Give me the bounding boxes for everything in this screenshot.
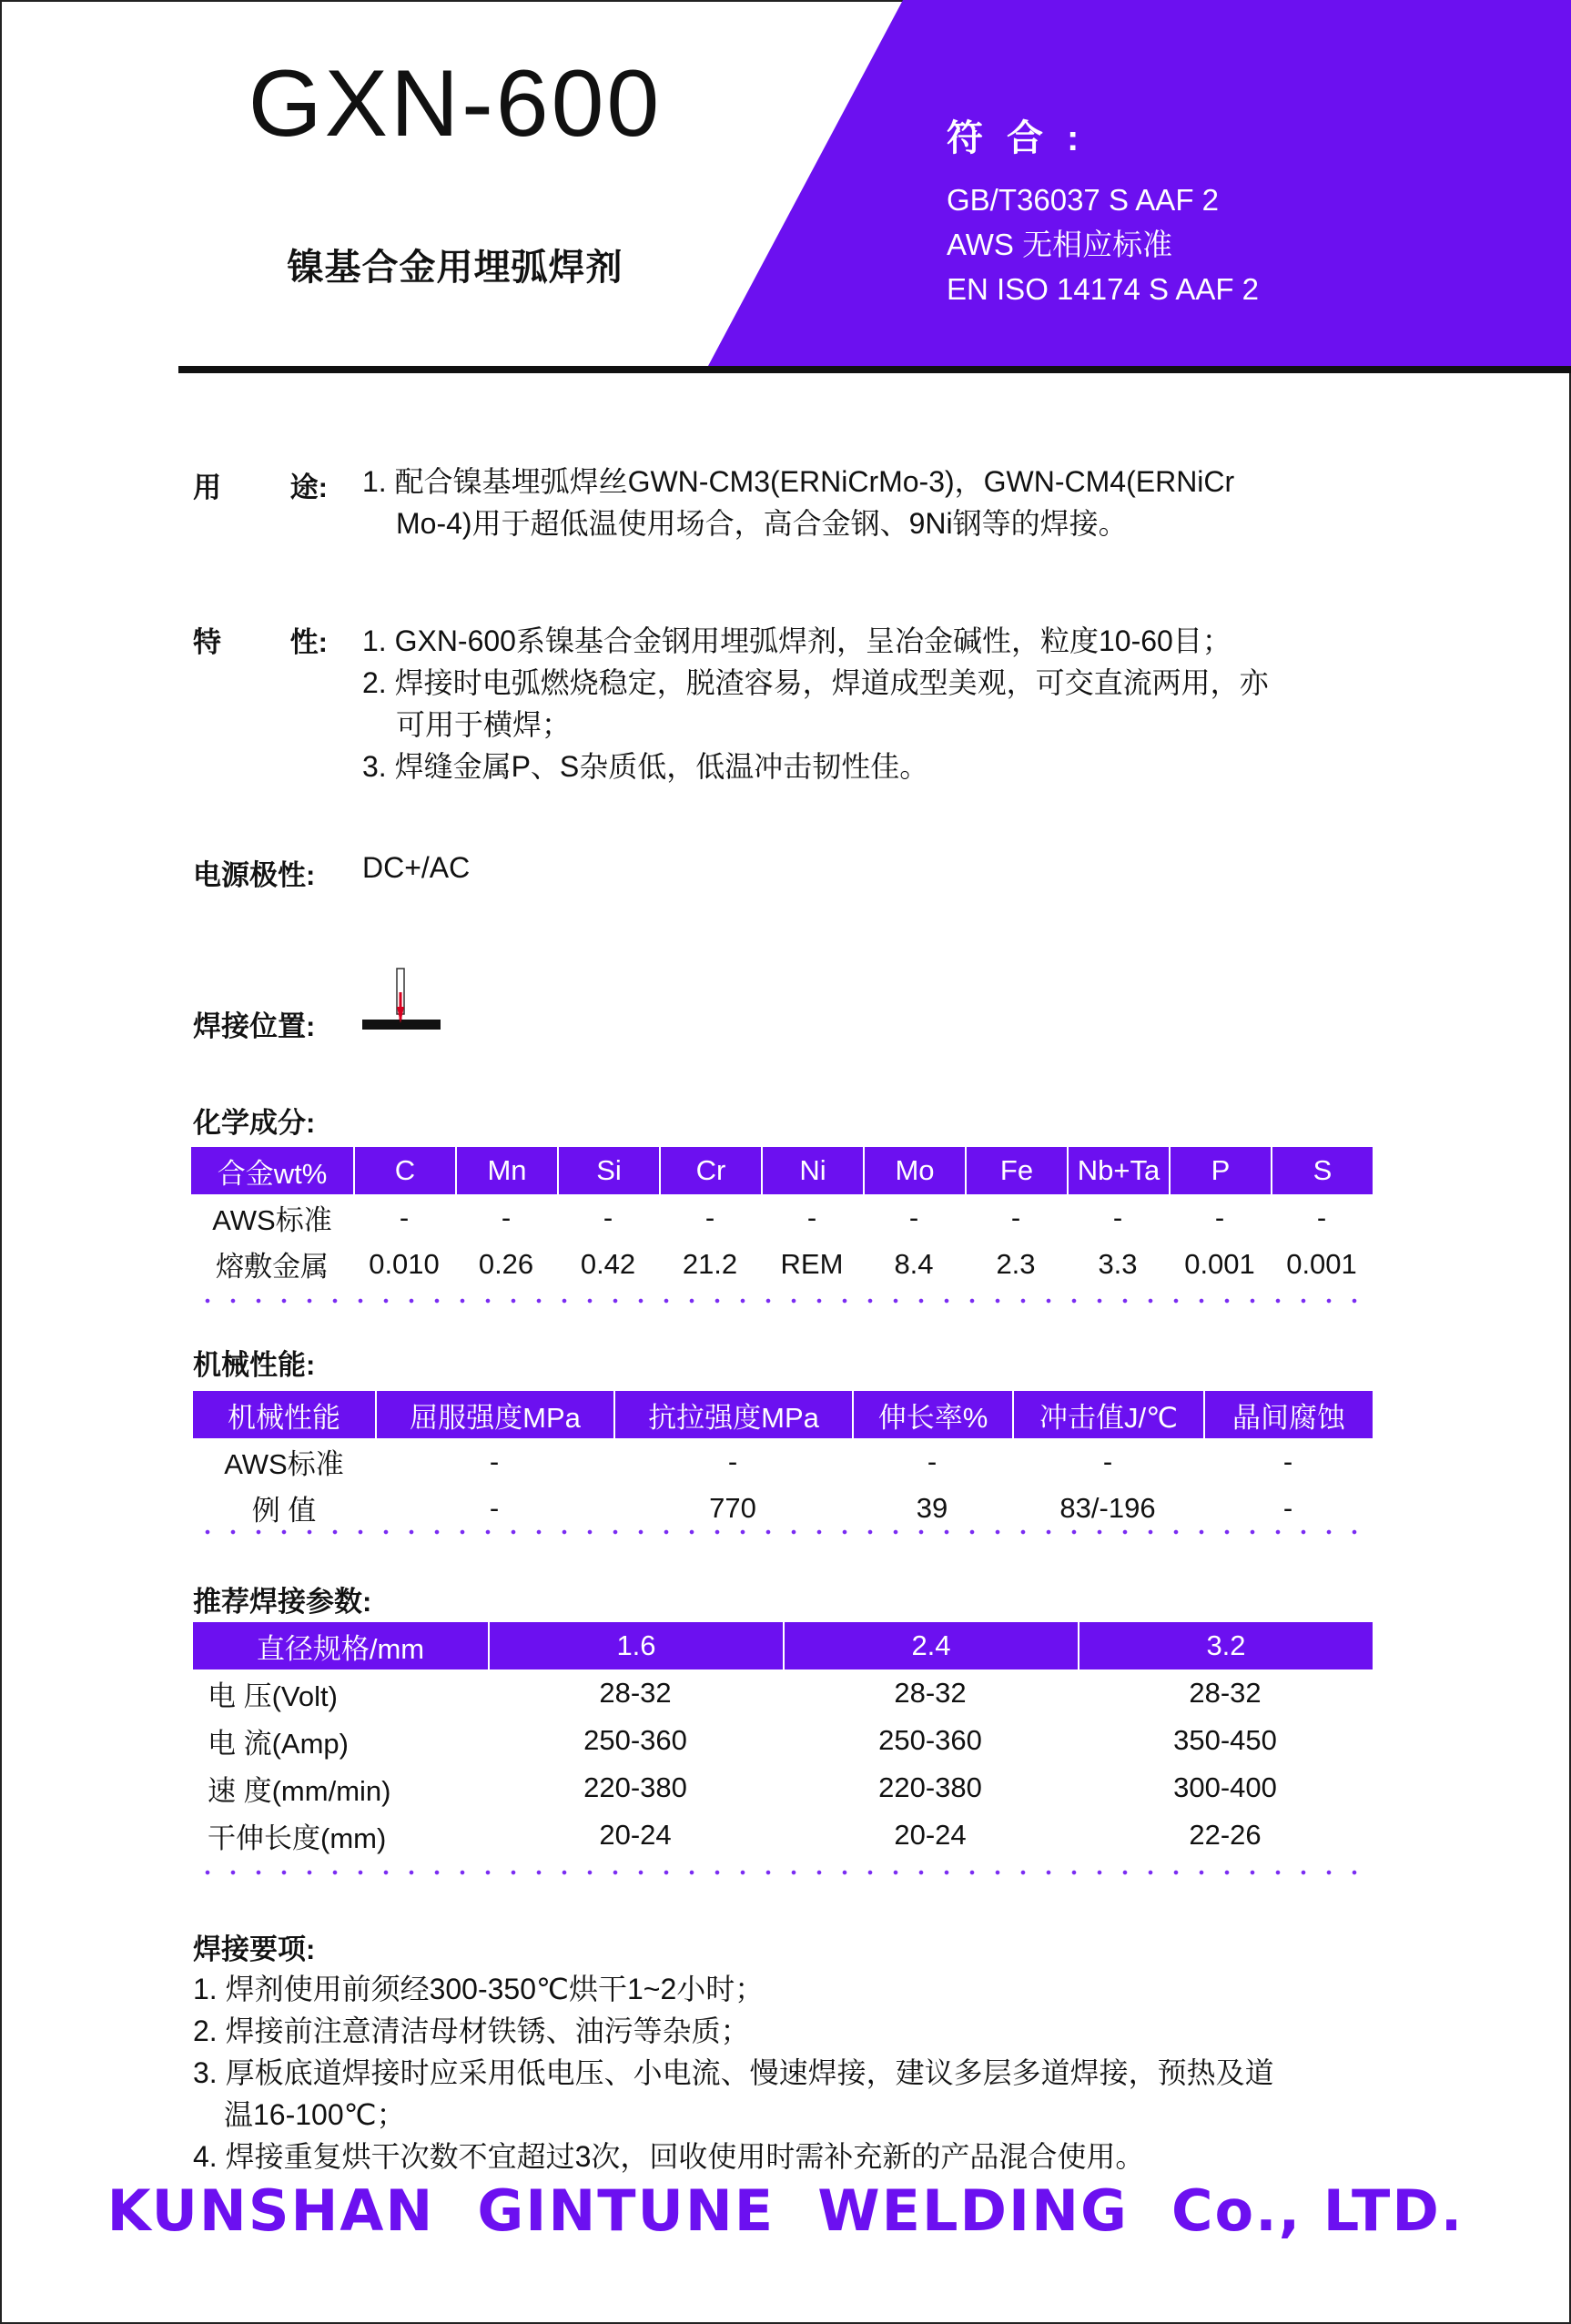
table-cell: 350-450 bbox=[1173, 1724, 1277, 1756]
table-cell: 22-26 bbox=[1189, 1819, 1262, 1851]
table-header-cell: Ni bbox=[761, 1147, 863, 1194]
product-name: 镍基合金用埋弧焊剂 bbox=[287, 248, 623, 288]
table-row bbox=[193, 1669, 1373, 1717]
features-text: 1. GXN-600系镍基合金钢用埋弧焊剂，呈冶金碱性，粒度10-60目； 2. 焊接时电弧燃烧稳定，脱渣容易，焊道成型美观，可交直流两用，亦 可用于横焊； 3. 焊缝金属P、S杂质低，低温冲击韧性佳。 bbox=[362, 624, 1269, 783]
table-cell: 250-360 bbox=[583, 1724, 687, 1756]
parameters-label: 推荐焊接参数: bbox=[193, 1586, 372, 1618]
note-item: 温16-100℃； bbox=[224, 2098, 406, 2131]
mechanical-table bbox=[193, 1391, 1373, 1531]
conformity-block bbox=[947, 109, 1259, 311]
standard-item: AWS 无相应标准 bbox=[947, 228, 1173, 261]
table-header-cell: Fe bbox=[965, 1147, 1067, 1194]
table-cell: 21.2 bbox=[682, 1247, 738, 1280]
table-row bbox=[193, 1485, 1373, 1531]
table-cell: 电 流(Amp) bbox=[208, 1727, 349, 1760]
table-header-cell: Mn bbox=[455, 1147, 557, 1194]
note-item: 4. 焊接重复烘干次数不宜超过3次，回收使用时需补充新的产品混合使用。 bbox=[193, 2140, 1145, 2173]
table-cell: 0.001 bbox=[1286, 1247, 1357, 1280]
table-row bbox=[191, 1241, 1373, 1287]
usage-label: 用 途: bbox=[193, 472, 328, 503]
table-cell: 250-360 bbox=[878, 1724, 982, 1756]
table-header-cell: 3.2 bbox=[1078, 1622, 1373, 1669]
table-header-cell: C bbox=[353, 1147, 455, 1194]
chemistry-label: 化学成分: bbox=[193, 1107, 316, 1139]
table-header-cell: 晶间腐蚀 bbox=[1203, 1391, 1373, 1438]
table-header-cell: P bbox=[1169, 1147, 1271, 1194]
table-cell: 0.42 bbox=[580, 1247, 636, 1280]
dotted-divider bbox=[195, 1529, 1369, 1535]
table-cell: 0.001 bbox=[1184, 1247, 1255, 1280]
table-cell: - bbox=[806, 1201, 817, 1233]
table-header-row bbox=[191, 1147, 1373, 1194]
features-label: 特 性: bbox=[193, 626, 328, 658]
notes-list bbox=[193, 1968, 1431, 2177]
table-cell: 220-380 bbox=[878, 1771, 982, 1803]
table-cell: - bbox=[908, 1201, 919, 1233]
table-cell: 220-380 bbox=[583, 1771, 687, 1803]
flat-welding-position-icon bbox=[362, 965, 444, 1032]
position-label: 焊接位置: bbox=[193, 1010, 316, 1042]
product-code: GXN-600 bbox=[248, 51, 663, 157]
table-cell: - bbox=[1112, 1201, 1123, 1233]
table-header-cell: 直径规格/mm bbox=[193, 1622, 488, 1669]
table-header-cell: 2.4 bbox=[783, 1622, 1078, 1669]
table-cell: 20-24 bbox=[599, 1819, 672, 1851]
table-header-cell: Nb+Ta bbox=[1067, 1147, 1169, 1194]
table-cell: 干伸长度(mm) bbox=[208, 1822, 387, 1854]
table-cell: - bbox=[1102, 1445, 1113, 1477]
table-header-row bbox=[193, 1622, 1373, 1669]
table-cell: - bbox=[1214, 1201, 1225, 1233]
note-item: 2. 焊接前注意清洁母材铁锈、油污等杂质； bbox=[193, 2014, 750, 2047]
table-cell: 电 压(Volt) bbox=[208, 1680, 338, 1712]
table-cell: 0.26 bbox=[478, 1247, 534, 1280]
table-header-cell: 冲击值J/℃ bbox=[1012, 1391, 1203, 1438]
table-header-cell: Mo bbox=[863, 1147, 965, 1194]
table-header-row bbox=[193, 1391, 1373, 1438]
table-header-cell: 1.6 bbox=[488, 1622, 783, 1669]
usage-text: 1. 配合镍基埋弧焊丝GWN-CM3(ERNiCrMo-3)，GWN-CM4(ERNiCr Mo-4)用于超低温使用场合，高合金钢、9Ni钢等的焊接。 bbox=[362, 465, 1235, 540]
table-cell: AWS标准 bbox=[224, 1448, 344, 1480]
table-cell: 例 值 bbox=[251, 1495, 317, 1527]
table-cell: - bbox=[1282, 1445, 1293, 1477]
mechanical-label: 机械性能: bbox=[193, 1349, 316, 1381]
dotted-divider bbox=[195, 1870, 1369, 1875]
note-item: 1. 焊剂使用前须经300-350℃烘干1~2小时； bbox=[193, 1973, 765, 2005]
conformity-title: 符合: bbox=[947, 118, 1103, 158]
table-cell: - bbox=[489, 1491, 500, 1524]
table-cell: - bbox=[727, 1445, 738, 1477]
table-cell: - bbox=[1010, 1201, 1021, 1233]
company-name: KUNSHAN GINTUNE WELDING Co., LTD. bbox=[106, 2177, 1465, 2244]
table-cell: - bbox=[501, 1201, 512, 1233]
table-cell: 770 bbox=[709, 1491, 756, 1524]
table-cell: - bbox=[927, 1445, 938, 1477]
table-cell: - bbox=[1316, 1201, 1327, 1233]
table-cell: 300-400 bbox=[1173, 1771, 1277, 1803]
table-cell: - bbox=[603, 1201, 613, 1233]
table-header-cell: S bbox=[1271, 1147, 1373, 1194]
table-header-cell: 合金wt% bbox=[191, 1147, 353, 1194]
table-header-cell: 屈服强度MPa bbox=[375, 1391, 613, 1438]
table-row bbox=[191, 1194, 1373, 1241]
polarity-label: 电源极性: bbox=[193, 859, 316, 891]
table-header-cell: Si bbox=[557, 1147, 659, 1194]
table-header-cell: 抗拉强度MPa bbox=[613, 1391, 852, 1438]
table-cell: 8.4 bbox=[894, 1247, 934, 1280]
table-cell: - bbox=[1282, 1491, 1293, 1524]
note-item: 3. 厚板底道焊接时应采用低电压、小电流、慢速焊接，建议多层多道焊接，预热及道 bbox=[193, 2056, 1274, 2089]
table-cell: 3.3 bbox=[1098, 1247, 1138, 1280]
table-row bbox=[193, 1438, 1373, 1485]
table-cell: 28-32 bbox=[894, 1677, 967, 1709]
table-header-cell: Cr bbox=[659, 1147, 761, 1194]
table-cell: 0.010 bbox=[369, 1247, 440, 1280]
table-cell: 28-32 bbox=[1189, 1677, 1262, 1709]
table-cell: AWS标准 bbox=[212, 1204, 332, 1236]
parameters-table bbox=[193, 1622, 1373, 1859]
table-cell: - bbox=[704, 1201, 715, 1233]
table-header-cell: 伸长率% bbox=[852, 1391, 1012, 1438]
table-cell: 2.3 bbox=[996, 1247, 1036, 1280]
table-row bbox=[193, 1717, 1373, 1764]
table-cell: 28-32 bbox=[599, 1677, 672, 1709]
table-row bbox=[193, 1812, 1373, 1859]
table-header-cell: 机械性能 bbox=[193, 1391, 375, 1438]
standard-item: EN ISO 14174 S AAF 2 bbox=[947, 272, 1260, 306]
table-cell: 83/-196 bbox=[1059, 1491, 1156, 1524]
table-cell: REM bbox=[780, 1247, 844, 1280]
notes-label: 焊接要项: bbox=[193, 1933, 316, 1965]
table-cell: - bbox=[399, 1201, 410, 1233]
table-cell: 20-24 bbox=[894, 1819, 967, 1851]
table-row bbox=[193, 1764, 1373, 1812]
header-rule bbox=[178, 366, 1571, 373]
table-cell: 39 bbox=[916, 1491, 948, 1524]
table-cell: - bbox=[489, 1445, 500, 1477]
chemistry-table bbox=[191, 1147, 1373, 1287]
table-cell: 熔敷金属 bbox=[216, 1251, 329, 1283]
dotted-divider bbox=[195, 1298, 1369, 1304]
standard-item: GB/T36037 S AAF 2 bbox=[947, 183, 1219, 217]
polarity-value: DC+/AC bbox=[362, 851, 471, 884]
table-cell: 速 度(mm/min) bbox=[208, 1774, 391, 1807]
